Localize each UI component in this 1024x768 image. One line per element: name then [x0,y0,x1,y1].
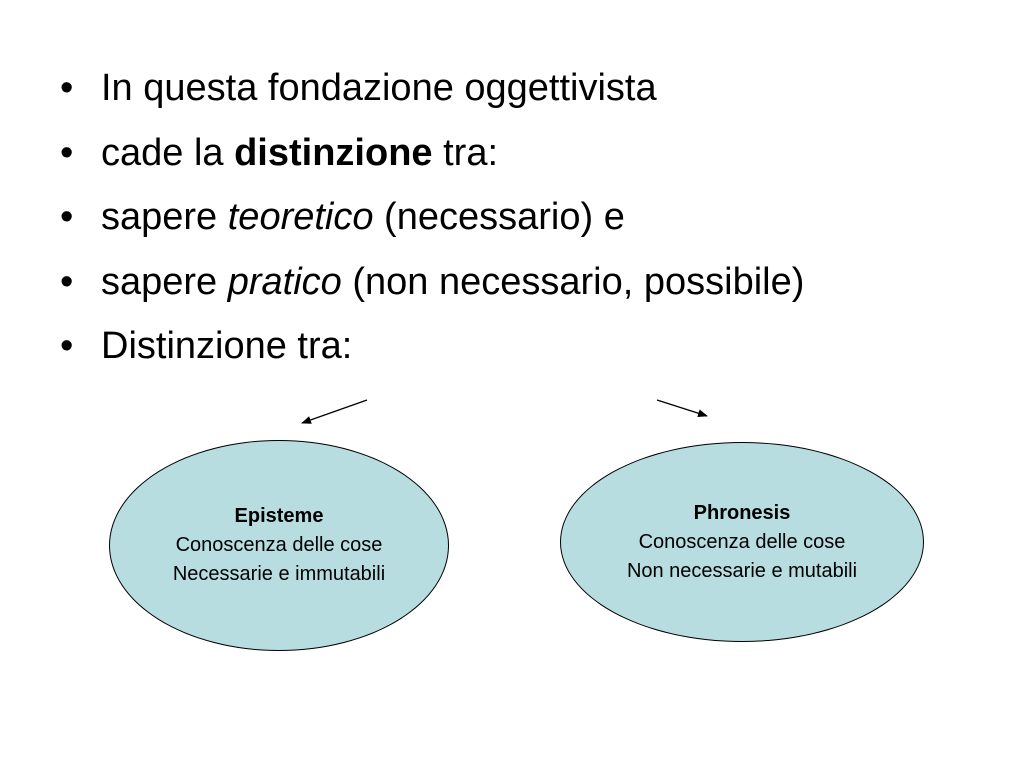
bullet-icon: • [60,325,74,367]
bullet-icon: • [60,67,74,109]
bullet-text-after: (necessario) e [373,196,625,238]
bullet-text-before: cade la [101,131,235,174]
bullet-text-emphasis: pratico [227,260,342,303]
phronesis-line-2: Non necessarie e mutabili [626,559,858,582]
left-arrow [302,400,367,423]
bullet-text-before: sapere [101,196,228,238]
bullet-icon: • [60,260,74,303]
bullet-text-emphasis: distinzione [234,131,433,174]
bullet-text-before: sapere [101,260,228,303]
episteme-line-1: Conoscenza delle cose [175,534,383,556]
bullet-icon: • [60,131,74,174]
bullet-text-emphasis: teoretico [227,196,374,238]
phronesis-line-1: Conoscenza delle cose [638,530,846,553]
episteme-ellipse [109,440,449,651]
bullet-text-after: (non necessario, possibile) [341,260,805,303]
phronesis-title: Phronesis [693,501,791,524]
bullet-icon: • [60,196,74,238]
episteme-title: Episteme [234,505,324,527]
bullet-text: Distinzione tra: [101,325,353,367]
episteme-line-2: Necessarie e immutabili [172,563,386,585]
bullet-text: In questa fondazione oggettivista [101,67,657,109]
right-arrow [657,400,707,416]
phronesis-ellipse [560,442,924,642]
bullet-text-after: tra: [432,131,499,174]
